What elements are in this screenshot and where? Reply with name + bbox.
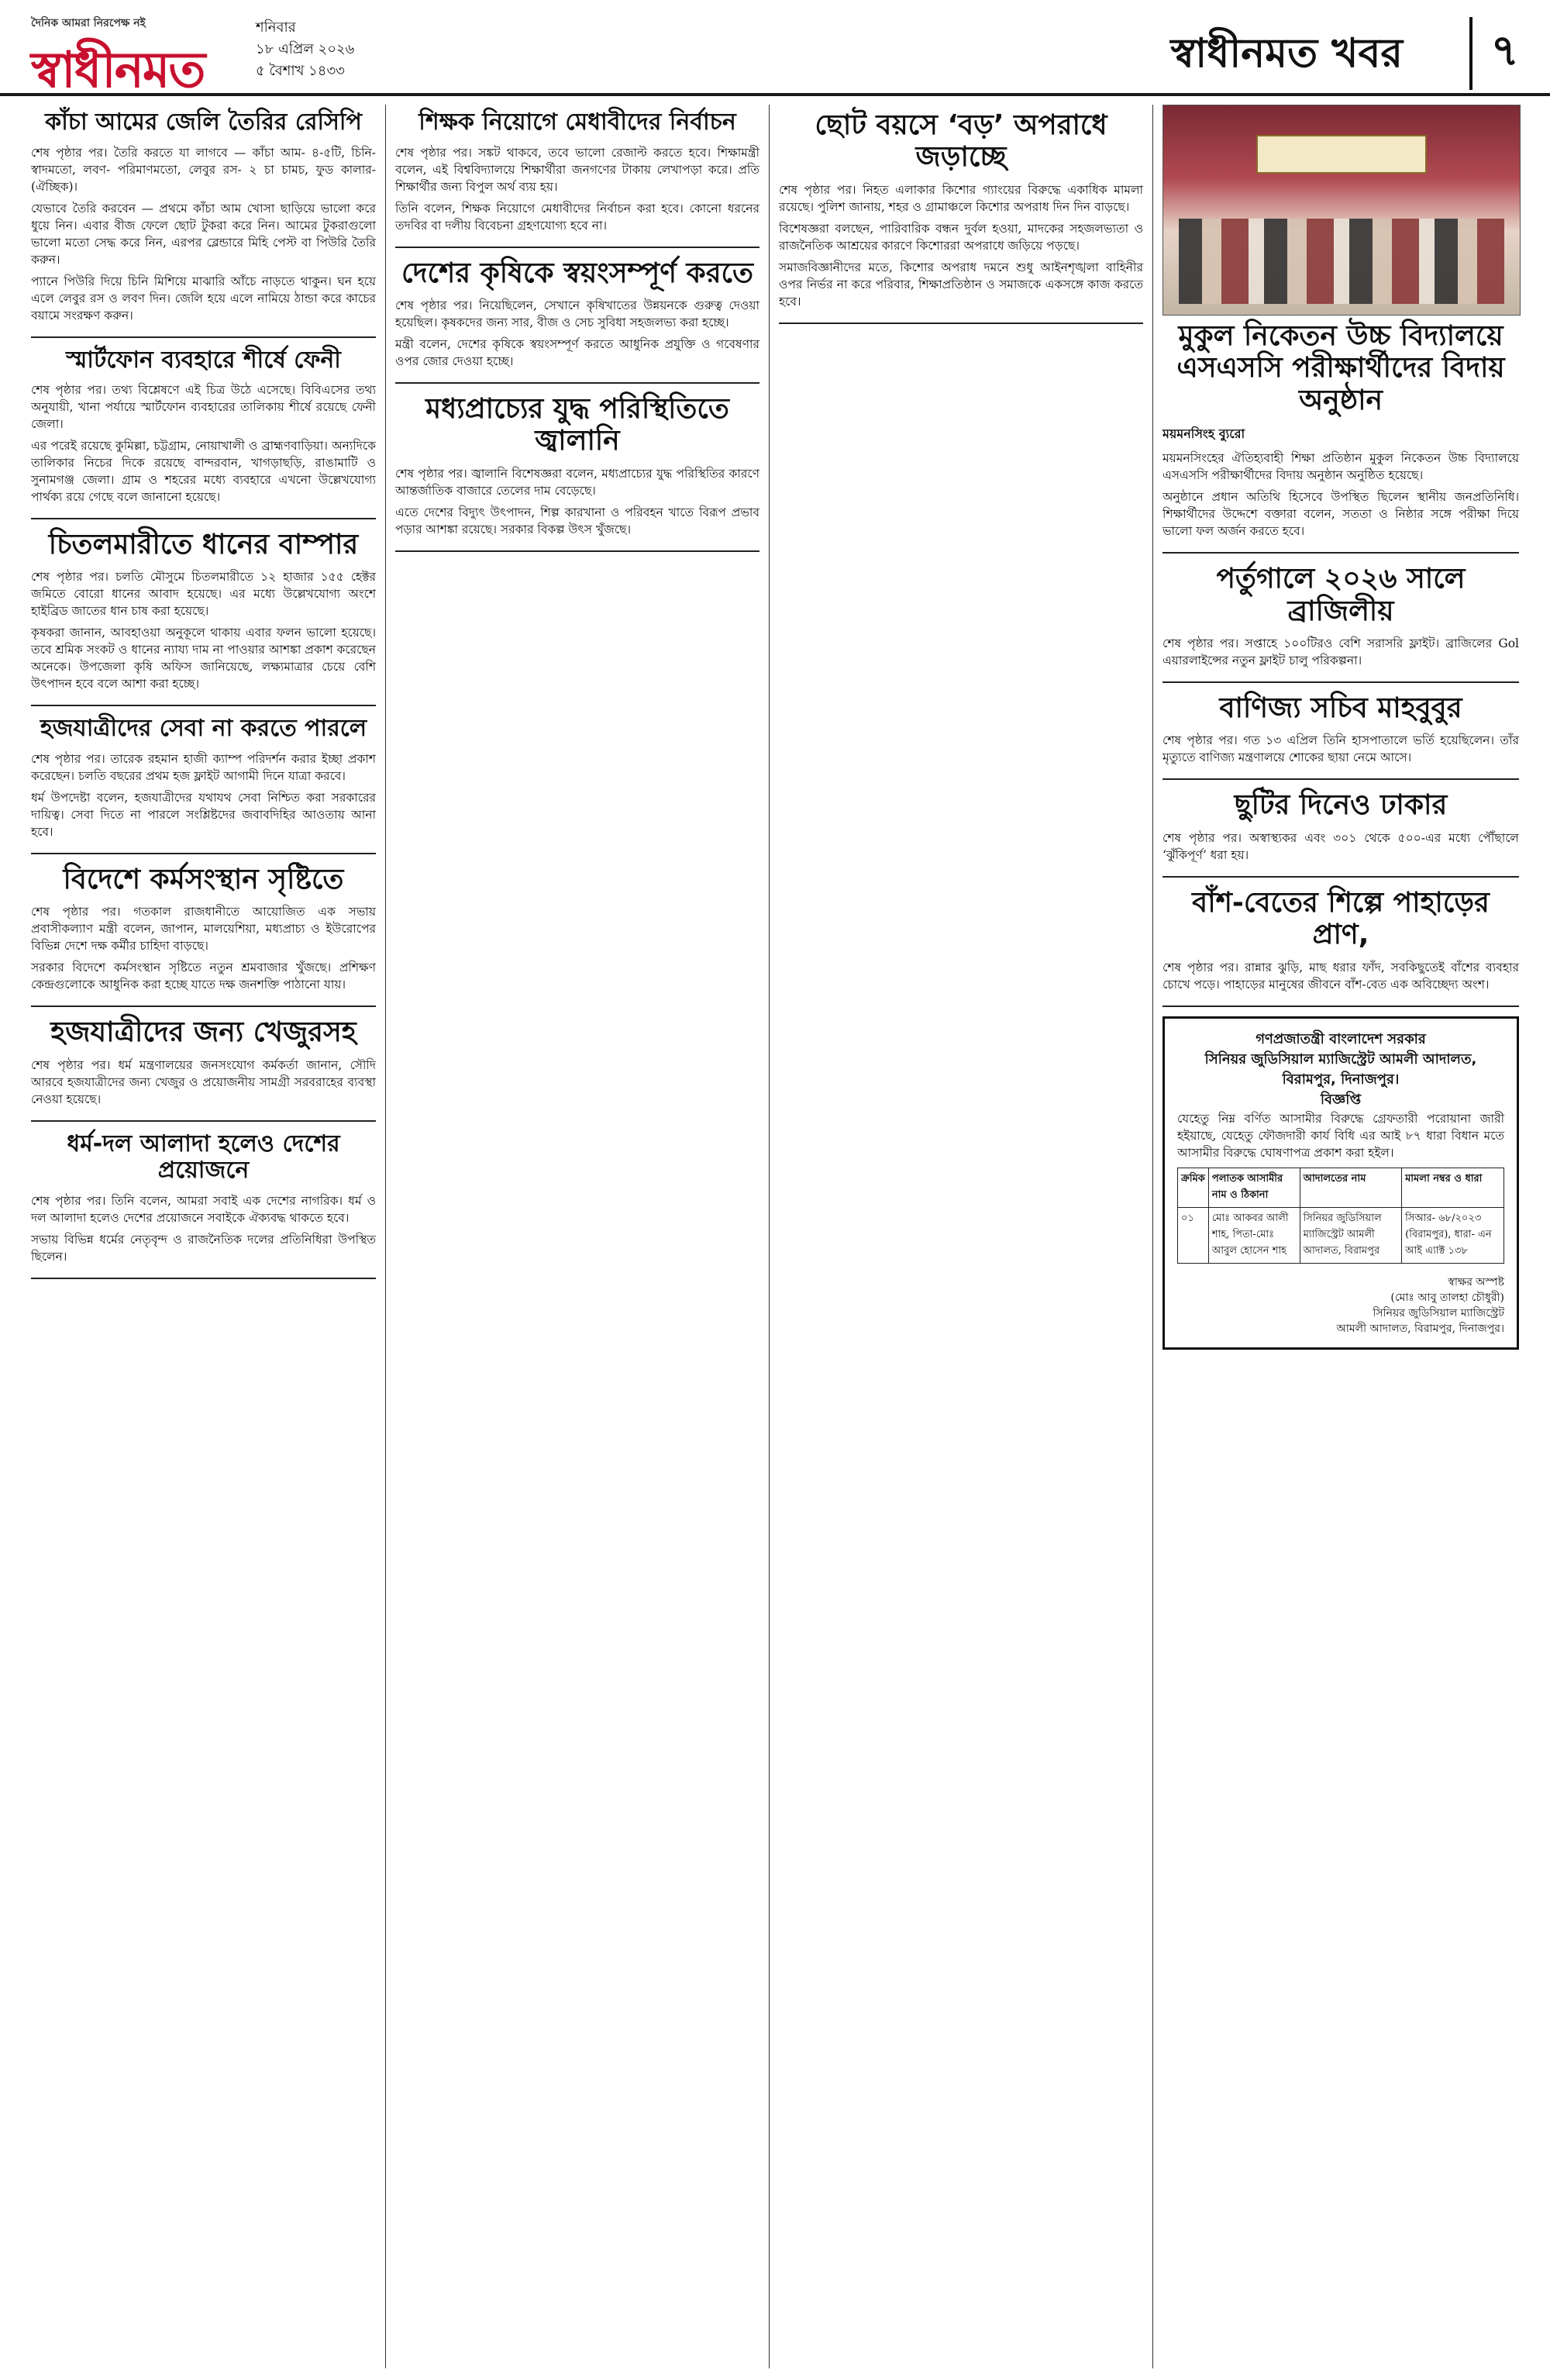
paragraph: ধর্ম উপদেষ্টা বলেন, হজযাত্রীদের যথাযথ সেবা নিশ্চিত করা সরকারের দায়িত্ব। সেবা দিতে না পারলে সংশ্লিষ্টদের জবাবদিহির আওতায় আনা হবে। bbox=[31, 790, 376, 839]
notice-cell: মোঃ আকবর আলী শাহ, পিতা-মোঃ আবুল হোসেন শাহ bbox=[1208, 1207, 1300, 1263]
article-headline: মধ্যপ্রাচ্যের যুদ্ধ পরিস্থিতিতে জ্বালানি bbox=[425, 392, 729, 457]
article bbox=[395, 109, 760, 248]
column-1 bbox=[31, 105, 376, 1288]
article bbox=[395, 257, 760, 384]
notice-cell: সিনিয়র জুডিসিয়াল ম্যাজিস্ট্রেট আমলী আদালত, বিরামপুর bbox=[1300, 1207, 1401, 1263]
article-headline: দেশের কৃষিকে স্বয়ংসম্পূর্ণ করতে bbox=[401, 257, 753, 289]
paragraph: শেষ পৃষ্ঠার পর। অস্বাস্থ্যকর এবং ৩০১ থেকে ৫০০-এর মধ্যে পৌঁছালে ‘ঝুঁকিপূর্ণ’ ধরা হয়। bbox=[1162, 830, 1519, 862]
article-body bbox=[1162, 635, 1519, 669]
article-body bbox=[31, 903, 376, 993]
article-body bbox=[31, 750, 376, 840]
paragraph: প্যানে পিউরি দিয়ে চিনি মিশিয়ে মাঝারি আঁচে নাড়তে থাকুন। ঘন হয়ে এলে লেবুর রস ও লবণ দিন। জেলি হয়ে এলে নামিয়ে ঠান্ডা করে কাচের বয়ামে সংরক্ষণ করুন। bbox=[31, 274, 376, 323]
article-headline: ছোট বয়সে ‘বড়’ অপরাধে জড়াচ্ছে bbox=[815, 109, 1107, 174]
paragraph: শেষ পৃষ্ঠার পর। তথ্য বিশ্লেষণে এই চিত্র উঠে এসেছে। বিবিএসের তথ্য অনুযায়ী, খানা পর্যায়ে স্মার্টফোন ব্যবহারের তালিকায় শীর্ষে রয়েছে ফেনী জেলা। bbox=[31, 383, 376, 431]
notice-header3: বিরামপুর, দিনাজপুর। bbox=[1282, 1071, 1400, 1088]
article bbox=[779, 109, 1143, 324]
article-headline: মুকুল নিকেতন উচ্চ বিদ্যালয়ে এসএসসি পরীক্ষার্থীদের বিদায় অনুষ্ঠান bbox=[1176, 320, 1505, 416]
article-body bbox=[1162, 830, 1519, 864]
paragraph: শেষ পৃষ্ঠার পর। গতকাল রাজধানীতে আয়োজিত এক সভায় প্রবাসীকল্যাণ মন্ত্রী বলেন, জাপান, মালয়েশিয়া, মধ্যপ্রাচ্য ও ইউরোপের বিভিন্ন দেশে দক্ষ কর্মীর চাহিদা বাড়ছে। bbox=[31, 905, 376, 954]
paragraph: শেষ পৃষ্ঠার পর। নিহত এলাকার কিশোর গ্যাংয়ের বিরুদ্ধে একাধিক মামলা রয়েছে। পুলিশ জানায়, শহর ও গ্রামাঞ্চলে কিশোর অপরাধ দিন দিন বাড়ছে। bbox=[779, 182, 1143, 214]
notice-header2: সিনিয়র জুডিসিয়াল ম্যাজিস্ট্রেট আমলী আদালত, bbox=[1204, 1050, 1477, 1068]
paragraph: সমাজবিজ্ঞানীদের মতে, কিশোর অপরাধ দমনে শুধু আইনশৃঙ্খলা বাহিনীর ওপর নির্ভর না করে পরিবার, শিক্ষাপ্রতিষ্ঠান ও সমাজকে একসঙ্গে কাজ করতে হবে। bbox=[779, 260, 1143, 309]
article bbox=[31, 529, 376, 706]
paragraph: শেষ পৃষ্ঠার পর। রান্নার ঝুড়ি, মাছ ধরার ফাঁদ, সবকিছুতেই বাঁশের ব্যবহার চোখে পড়ে। পাহাড়ের মানুষের জীবনে বাঁশ-বেত এক অবিচ্ছেদ্য অংশ। bbox=[1162, 960, 1519, 992]
article-body bbox=[1162, 732, 1519, 766]
article bbox=[31, 864, 376, 1007]
article bbox=[1162, 789, 1519, 877]
signature-line: সিনিয়র জুডিসিয়াল ম্যাজিস্ট্রেট bbox=[1373, 1306, 1504, 1319]
page-number: ৭ bbox=[1469, 17, 1519, 90]
signature bbox=[1177, 1275, 1504, 1337]
paragraph: শেষ পৃষ্ঠার পর। তৈরি করতে যা লাগবে — কাঁচা আম- ৪-৫টি, চিনি- স্বাদমতো, লবণ- পরিমাণমতো, লেবুর রস- ২ চা চামচ, ফুড কালার- (ঐচ্ছিক)। bbox=[31, 145, 376, 194]
paragraph: শেষ পৃষ্ঠার পর। তারেক রহমান হাজী ক্যাম্প পরিদর্শন করার ইচ্ছা প্রকাশ করেছেন। চলতি বছরের প্রথম হজ ফ্লাইট আগামী দিনে যাত্রা করবে। bbox=[31, 751, 376, 783]
column-3 bbox=[779, 105, 1143, 333]
article-headline: ধর্ম-দল আলাদা হলেও দেশের প্রয়োজনে bbox=[67, 1130, 340, 1185]
paragraph: শেষ পৃষ্ঠার পর। গত ১৩ এপ্রিল তিনি হাসপাতালে ভর্তি হয়েছিলেন। তাঁর মৃত্যুতে বাণিজ্য মন্ত্রণালয়ে শোকের ছায়া নেমে আসে। bbox=[1162, 733, 1519, 765]
notice-col-header: পলাতক আসামীর নাম ও ঠিকানা bbox=[1208, 1168, 1300, 1207]
paragraph: শেষ পৃষ্ঠার পর। জ্বালানি বিশেষজ্ঞরা বলেন, মধ্যপ্রাচ্যের যুদ্ধ পরিস্থিতির কারণে আন্তর্জাতিক বাজারে তেলের দাম বেড়েছে। bbox=[395, 466, 760, 498]
paragraph: অনুষ্ঠানে প্রধান অতিথি হিসেবে উপস্থিত ছিলেন স্থানীয় জনপ্রতিনিধি। শিক্ষার্থীদের উদ্দেশে বক্তারা বলেন, সততা ও নিষ্ঠার সঙ্গে পরীক্ষা দিয়ে ভালো ফল অর্জন করতে হবে। bbox=[1162, 490, 1519, 539]
article-body bbox=[1162, 959, 1519, 993]
column-2 bbox=[395, 105, 760, 561]
notice-col-header: আদালতের নাম bbox=[1300, 1168, 1401, 1207]
notice-col-header: মামলা নম্বর ও ধারা bbox=[1402, 1168, 1504, 1207]
article bbox=[31, 1016, 376, 1121]
paragraph: ময়মনসিংহের ঐতিহ্যবাহী শিক্ষা প্রতিষ্ঠান মুকুল নিকেতন উচ্চ বিদ্যালয়ে এসএসসি পরীক্ষার্থীদের বিদায় অনুষ্ঠান অনুষ্ঠিত হয়েছে। bbox=[1162, 451, 1519, 483]
paragraph: কৃষকরা জানান, আবহাওয়া অনুকূলে থাকায় এবার ফলন ভালো হয়েছে। তবে শ্রমিক সংকট ও ধানের ন্যায্য দাম না পাওয়ার আশঙ্কা প্রকাশ করেছেন অনেকে। উপজেলা কৃষি অফিস জানিয়েছে, লক্ষ্যমাত্রার চেয়ে বেশি উৎপাদন হবে বলে আশা করা হচ্ছে। bbox=[31, 626, 376, 692]
notice-col-header: ক্রমিক bbox=[1178, 1168, 1209, 1207]
court-notice bbox=[1162, 1016, 1519, 1350]
article-headline: ছুটির দিনেও ঢাকার bbox=[1234, 789, 1448, 822]
paragraph: শেষ পৃষ্ঠার পর। সপ্তাহে ১০০টিরও বেশি সরাসরি ফ্লাইট। ব্রাজিলের Gol এয়ারলাইন্সের নতুন ফ্লাইট চালু পরিকল্পনা। bbox=[1162, 636, 1519, 667]
article bbox=[31, 347, 376, 520]
article-body bbox=[779, 181, 1143, 310]
article-body bbox=[31, 1057, 376, 1108]
date-block bbox=[256, 17, 354, 82]
paragraph: যেভাবে তৈরি করবেন — প্রথমে কাঁচা আম খোসা ছাড়িয়ে ভালো করে ধুয়ে নিন। এবার বীজ ফেলে ছোট টুকরা করে নিন। আমের টুকরাগুলো ভালো মতো সেদ্ধ করে নিন, এরপর ব্লেন্ডারে মিহি পেস্ট বা পিউরি তৈরি করুন। bbox=[31, 201, 376, 267]
paragraph: এতে দেশের বিদ্যুৎ উৎপাদন, শিল্প কারখানা ও পরিবহন খাতে বিরূপ প্রভাব পড়ার আশঙ্কা রয়েছে। সরকার বিকল্প উৎস খুঁজছে। bbox=[395, 505, 760, 536]
article-headline: কাঁচা আমের জেলি তৈরির রেসিপি bbox=[45, 109, 362, 136]
paragraph: সভায় বিভিন্ন ধর্মের নেতৃবৃন্দ ও রাজনৈতিক দলের প্রতিনিধিরা উপস্থিত ছিলেন। bbox=[31, 1232, 376, 1264]
paragraph: বিশেষজ্ঞরা বলছেন, পারিবারিক বন্ধন দুর্বল হওয়া, মাদকের সহজলভ্যতা ও রাজনৈতিক আশ্রয়ের কারণে কিশোররা অপরাধে জড়িয়ে পড়ছে। bbox=[779, 221, 1143, 253]
article-body bbox=[395, 465, 760, 538]
article bbox=[31, 109, 376, 338]
article-body bbox=[1162, 450, 1519, 540]
article-byline: ময়মনসিংহ ব্যুরো bbox=[1162, 426, 1245, 442]
paragraph: সরকার বিদেশে কর্মসংস্থান সৃষ্টিতে নতুন শ্রমবাজার খুঁজছে। প্রশিক্ষণ কেন্দ্রগুলোকে আধুনিক করা হচ্ছে যাতে দক্ষ জনশক্তি পাঠানো যায়। bbox=[31, 961, 376, 992]
paragraph: শেষ পৃষ্ঠার পর। তিনি বলেন, আমরা সবাই এক দেশের নাগরিক। ধর্ম ও দল আলাদা হলেও দেশের প্রয়োজনে সবাইকে ঐক্যবদ্ধ থাকতে হবে। bbox=[31, 1193, 376, 1225]
paragraph: এর পরেই রয়েছে কুমিল্লা, চট্টগ্রাম, নোয়াখালী ও ব্রাহ্মণবাড়িয়া। অন্যদিকে তালিকার নিচের দিকে রয়েছে বান্দরবান, খাগড়াছড়ি, রাঙামাটি ও সুনামগঞ্জ জেলা। গ্রাম ও শহরের মধ্যে ব্যবহারে এখনো উল্লেখযোগ্য পার্থক্য রয়ে গেছে বলে জানানো হয়েছে। bbox=[31, 439, 376, 504]
article-headline: হজযাত্রীদের সেবা না করতে পারলে bbox=[40, 715, 367, 743]
article-headline: পর্তুগালে ২০২৬ সালে ব্রাজিলীয় bbox=[1216, 563, 1466, 627]
notice-table bbox=[1177, 1168, 1504, 1264]
notice-header1: গণপ্রজাতন্ত্রী বাংলাদেশ সরকার bbox=[1256, 1030, 1426, 1047]
article-headline: হজযাত্রীদের জন্য খেজুরসহ bbox=[50, 1016, 356, 1049]
article-body bbox=[31, 381, 376, 505]
column-4 bbox=[1162, 105, 1519, 1350]
paragraph: শেষ পৃষ্ঠার পর। সঙ্কট থাকবে, তবে ভালো রেজাল্ট করতে হবে। শিক্ষামন্ত্রী বলেন, এই বিশ্ববিদ্যালয়ে শিক্ষার্থীরা জনগণের টাকায় লেখাপড়া করে। প্রতি শিক্ষার্থীর জন্য বিপুল অর্থ ব্যয় হয়। bbox=[395, 145, 760, 194]
article bbox=[1162, 692, 1519, 780]
notice-title: বিজ্ঞপ্তি bbox=[1320, 1091, 1362, 1108]
article-headline: বাণিজ্য সচিব মাহবুবুর bbox=[1219, 692, 1462, 724]
article bbox=[1162, 887, 1519, 1007]
article bbox=[31, 1131, 376, 1279]
paragraph: মন্ত্রী বলেন, দেশের কৃষিকে স্বয়ংসম্পূর্ণ করতে আধুনিক প্রযুক্তি ও গবেষণার ওপর জোর দেওয়া হচ্ছে। bbox=[395, 336, 760, 368]
signature-line: স্বাক্ষর অস্পষ্ট bbox=[1448, 1275, 1504, 1288]
signature-line: (মোঃ আবু তালহা চৌধুরী) bbox=[1390, 1291, 1504, 1304]
article bbox=[1162, 563, 1519, 683]
paragraph: শেষ পৃষ্ঠার পর। ধর্ম মন্ত্রণালয়ের জনসংযোগ কর্মকর্তা জানান, সৌদি আরবে হজযাত্রীদের জন্য খেজুর ও প্রয়োজনীয় সামগ্রী সরবরাহের ব্যবস্থা নেওয়া হয়েছে। bbox=[31, 1057, 376, 1106]
masthead bbox=[0, 0, 1550, 99]
article bbox=[1162, 320, 1519, 554]
article bbox=[31, 716, 376, 854]
paragraph: শেষ পৃষ্ঠার পর। চলতি মৌসুমে চিতলমারীতে ১২ হাজার ১৫৫ হেক্টর জমিতে বোরো ধানের আবাদ হয়েছে। এর মধ্যে উল্লেখযোগ্য অংশে হাইব্রিড জাতের ধান চাষ করা হয়েছে। bbox=[31, 570, 376, 619]
article-body bbox=[31, 568, 376, 692]
article-headline: স্মার্টফোন ব্যবহারে শীর্ষে ফেনী bbox=[66, 346, 341, 374]
article-headline: চিতলমারীতে ধানের বাম্পার bbox=[48, 529, 359, 561]
day: শনিবার bbox=[256, 19, 296, 36]
paragraph: তিনি বলেন, শিক্ষক নিয়োগে মেধাবীদের নির্বাচন করা হবে। কোনো ধরনের তদবির বা দলীয় বিবেচনা গ্রহণযোগ্য হবে না। bbox=[395, 201, 760, 233]
signature-line: আমলী আদালত, বিরামপুর, দিনাজপুর। bbox=[1336, 1322, 1504, 1335]
section-title: স্বাধীনমত খবর bbox=[1170, 30, 1403, 77]
date-bangla: ৫ বৈশাখ ১৪৩৩ bbox=[256, 63, 345, 79]
article-body bbox=[31, 144, 376, 324]
logo: দৈনিক আমরা নিরপেক্ষ নই স্বাধীনমত bbox=[31, 17, 205, 99]
article-body bbox=[395, 144, 760, 234]
paragraph: শেষ পৃষ্ঠার পর। নিয়েছিলেন, সেখানে কৃষিখাতের উন্নয়নকে গুরুত্ব দেওয়া হয়েছিল। কৃষকদের জন্য সার, বীজ ও সেচ সুবিধা সহজলভ্য করা হচ্ছে। bbox=[395, 298, 760, 329]
date-greg: ১৮ এপ্রিল ২০২৬ bbox=[256, 41, 355, 57]
article-headline: শিক্ষক নিয়োগে মেধাবীদের নির্বাচন bbox=[418, 109, 736, 136]
article-headline: বিদেশে কর্মসংস্থান সৃষ্টিতে bbox=[63, 863, 344, 895]
article bbox=[395, 393, 760, 552]
article-headline: বাঁশ-বেতের শিল্পে পাহাড়ের প্রাণ, bbox=[1192, 886, 1490, 951]
article-body bbox=[31, 1192, 376, 1265]
article-body bbox=[395, 297, 760, 370]
notice-cell: ০১ bbox=[1178, 1207, 1209, 1263]
notice-text: যেহেতু নিম্ন বর্ণিত আসামীর বিরুদ্ধে গ্রেফতারী পরোয়ানা জারী হইয়াছে, যেহেতু ফৌজদারী কার্য বিধি এর আই ৮৭ ধারা বিধান মতে আসামীর বিরুদ্ধে ঘোষণাপত্র প্রকাশ করা হইল। bbox=[1177, 1111, 1504, 1160]
event-photo bbox=[1162, 105, 1521, 316]
notice-cell: সিআর- ৬৮/২০২৩ (বিরামপুর), ধারা- এন আই এ্যাক্ট ১৩৮ bbox=[1402, 1207, 1504, 1263]
